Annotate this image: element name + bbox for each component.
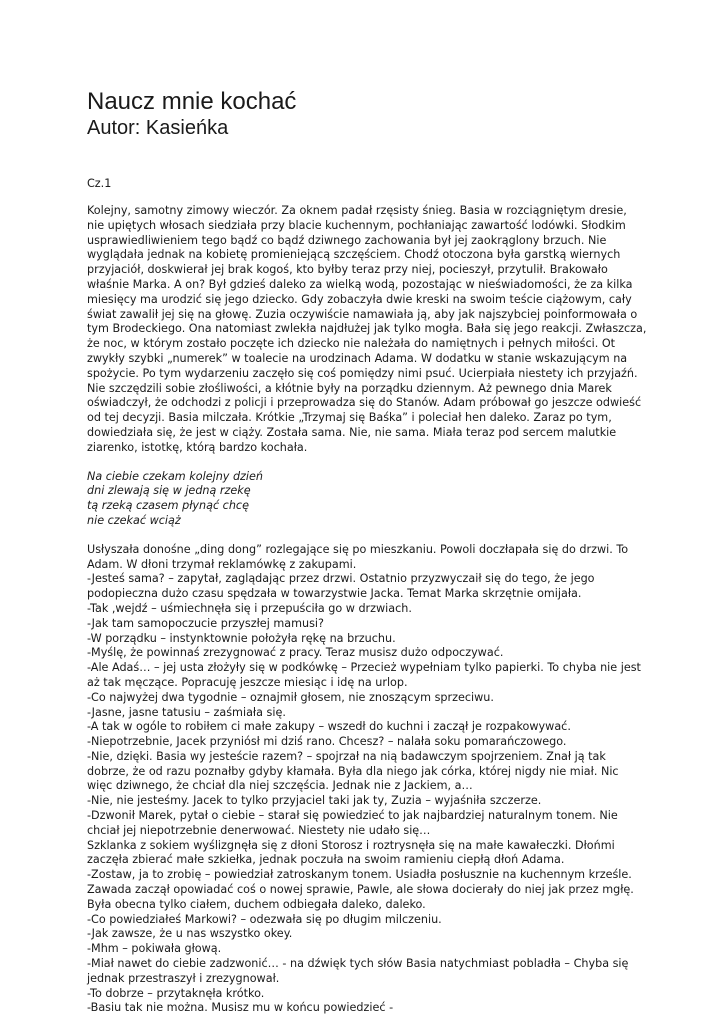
dialogue-line: -Nie, dzięki. Basia wy jesteście razem? – spojrzał na nią badawczym spojrzeniem. Znał ją tak dobrze, że od razu poznałby gdyby kłamała. Była dla niego jak córka, której nigdy nie miał. Nic więc dziwnego, że chciał dla niej szczęścia. Jednak nie z Jackiem, a… — [87, 749, 619, 793]
document-author: Autor: Kasieńka — [87, 117, 229, 139]
dialogue-line: -To dobrze – przytaknęła krótko. — [87, 986, 265, 1000]
poem-line: nie czekać wciąż — [87, 513, 181, 527]
poem-line: tą rzeką czasem płynąć chcę — [87, 499, 249, 513]
chapter-heading: Cz.1 — [87, 177, 112, 190]
dialogue-line: -A tak w ogóle to robiłem ci małe zakupy – wszedł do kuchni i zaczął je rozpakowywać. — [87, 720, 571, 734]
dialogue-line: -Jak tam samopoczucie przyszłej mamusi? — [87, 616, 324, 630]
dialogue-line: -Co powiedziałeś Markowi? – odezwała się po długim milczeniu. — [87, 912, 442, 926]
dialogue-section — [87, 543, 647, 1017]
dialogue-line: -Miał nawet do ciebie zadzwonić… - na dźwięk tych słów Basia natychmiast pobladła – Chyba się jednak przestraszył i zrezygnował. — [87, 957, 629, 985]
dialogue-line: -Basiu tak nie można. Musisz mu w końcu powiedzieć - — [87, 1001, 394, 1015]
dialogue-line: -Jasne, jasne tatusiu – zaśmiała się. — [87, 705, 286, 719]
dialogue-line: -Niepotrzebnie, Jacek przyniósł mi dziś rano. Chcesz? – nalała soku pomarańczowego. — [87, 735, 567, 749]
dialogue-line: -Co najwyżej dwa tygodnie – oznajmił głosem, nie znoszącym sprzeciwu. — [87, 690, 494, 704]
poem — [87, 470, 647, 529]
dialogue-line: -Dzwonił Marek, pytał o ciebie – starał się powiedzieć to jak najbardziej naturalnym tonem. Nie chciał jej niepotrzebnie denerwować. Niestety nie udało się… — [87, 809, 618, 837]
dialogue-line: -Ale Adaś… – jej usta złożyły się w podkówkę – Przecież wypełniam tylko papierki. To chyba nie jest aż tak męczące. Popracuję jeszcze miesiąc i idę na urlop. — [87, 661, 641, 689]
dialogue-line: -Jak zawsze, że u nas wszystko okey. — [87, 927, 293, 941]
dialogue-line: -Tak ,wejdź – uśmiechnęła się i przepuściła go w drzwiach. — [87, 601, 412, 615]
document-page — [87, 88, 647, 1016]
dialogue-line: -Jesteś sama? – zapytał, zaglądając przez drzwi. Ostatnio przyzwyczaił się do tego, że jego podopieczna dużo czasu spędzała w towarzystwie Jacka. Temat Marka skrzętnie omijała. — [87, 572, 595, 601]
dialogue-line: -Nie, nie jesteśmy. Jacek to tylko przyjaciel taki jak ty, Zuzia – wyjaśniła szczerze. — [87, 794, 542, 808]
dialogue-line: -Zostaw, ja to zrobię – powiedział zatroskanym tonem. Usiadła posłusznie na kuchennym krześle. Zawada zaczął opowiadać coś o nowej sprawie, Pawle, ale słowa docierały do niej jak przez mgłę. Była obecna tylko ciałem, duchem odbiegała daleko, daleko. — [87, 868, 634, 911]
dialogue-line: -W porządku – instynktownie położyła rękę na brzuchu. — [87, 631, 396, 645]
poem-line: dni zlewają się w jedną rzekę — [87, 484, 251, 498]
document-title: Naucz mnie kochać — [87, 88, 297, 115]
dialogue-line: Usłyszała donośne „ding dong” rozlegające się po mieszkaniu. Powoli doczłapała się do drzwi. To Adam. W dłoni trzymał reklamówkę z zakupami. — [87, 542, 629, 571]
dialogue-line: -Mhm – pokiwała głową. — [87, 942, 222, 956]
dialogue-line: -Myślę, że powinnaś zrezygnować z pracy. Teraz musisz dużo odpoczywać. — [87, 646, 504, 660]
dialogue-line: Szklanka z sokiem wyślizgnęła się z dłoni Storosz i roztrysnęła się na małe kawałeczki. Dłońmi zaczęła zbierać małe szkiełka, jednak poczuła na swoim ramieniu ciepłą dłoń Adama. — [87, 838, 615, 867]
poem-line: Na ciebie czekam kolejny dzień — [87, 469, 264, 483]
intro-paragraph: Kolejny, samotny zimowy wieczór. Za oknem padał rzęsisty śnieg. Basia w rozciągniętym dresie, nie upiętych włosach siedziała przy blacie kuchennym, pochłaniając zawartość lodówki. Słodkim usprawiedliwieniem tego bądź co bądź dziwnego zachowania był jej zaokrąglony brzuch. Nie wyglądała jednak na kobietę promieniejącą szczęściem. Chodź otoczona była garstką wiernych przyjaciół, doskwierał jej brak kogoś, kto byłby teraz przy niej, pocieszył, przytulił. Brakowało właśnie Marka. A on? Był gdzieś daleko za wielką wodą, pozostając w nieświadomości, że za kilka miesięcy ma urodzić się jego dziecko. Gdy zobaczyła dwie kreski na swoim teście ciążowym, cały świat zawalił jej się na głowę. Zuzia oczywiście namawiała ją, aby jak najszybciej poinformowała o tym Brodeckiego. Ona natomiast zwlekła najdłużej jak tylko mogła. Bała się jego reakcji. Zwłaszcza, że noc, w którym zostało poczęte ich dziecko nie należała do namiętnych i pełnych miłości. Ot zwykły szybki „numerek” w toalecie na urodzinach Adama. W dodatku w stanie wskazującym na spożycie. Po tym wydarzeniu zaczęło się coś pomiędzy nimi psuć. Ucierpiała niestety ich przyjaźń. Nie szczędzili sobie złośliwości, a kłótnie były na porządku dziennym. Aż pewnego dnia Marek oświadczył, że odchodzi z policji i przeprowadza się do Stanów. Adam próbował go jeszcze odwieść od tej decyzji. Basia milczała. Krótkie „Trzymaj się Baśka” i poleciał hen daleko. Zaraz po tym, dowiedziała się, że jest w ciąży. Została sama. Nie, nie sama. Miała teraz pod sercem malutkie ziarenko, istotkę, którą bardzo kochała. — [87, 204, 647, 454]
